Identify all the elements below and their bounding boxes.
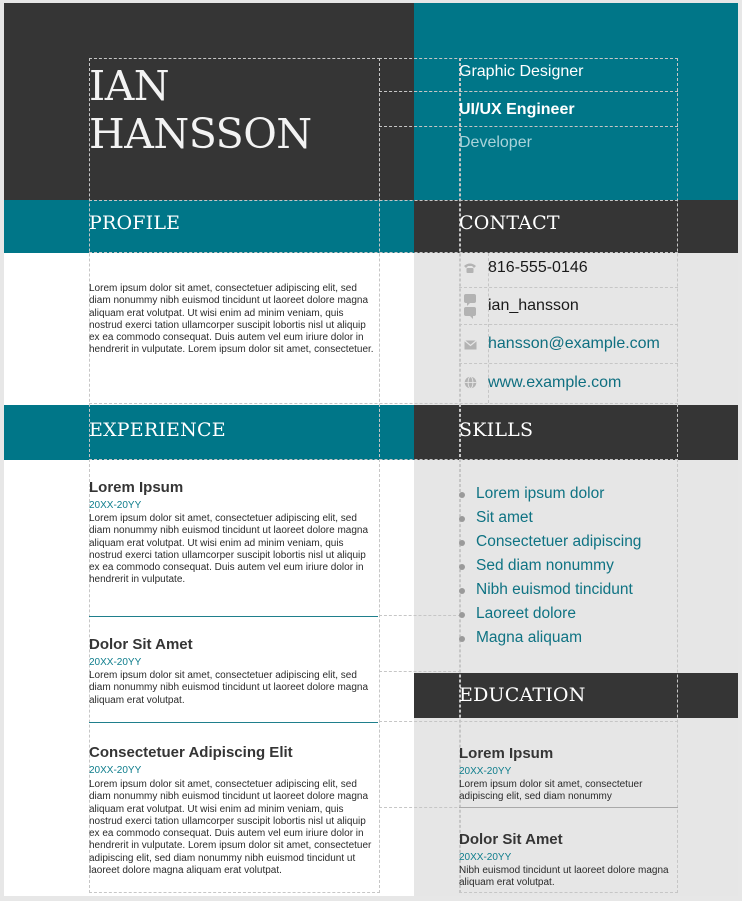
- contact-heading: CONTACT: [459, 212, 560, 234]
- first-name: IAN: [89, 62, 170, 110]
- contact-phone: 816-555-0146: [488, 259, 588, 276]
- last-name: HANSSON: [89, 110, 312, 158]
- skills-list: [459, 482, 679, 650]
- title-developer: Developer: [459, 134, 532, 151]
- mail-icon: [463, 338, 477, 352]
- experience-divider-1: [89, 616, 378, 617]
- education-heading: EDUCATION: [459, 684, 586, 706]
- contact-website[interactable]: www.example.com: [488, 374, 622, 391]
- profile-heading-band: [4, 200, 414, 253]
- skills-heading: SKILLS: [459, 419, 534, 441]
- phone-icon: [463, 261, 477, 275]
- education-divider: [459, 807, 678, 808]
- experience-3-text: Lorem ipsum dolor sit amet, consectetuer adipiscing elit, sed diam nonummy nibh euismod tincidunt ut laoreet dolore magna aliquam erat volutpat. Ut wisi enim ad minim veniam, quis nostrud exerci tation ullamcorper suscipit lobortis nisl ut aliquip ex ea commodo consequat. Duis autem vel eum iriure dolor in hendrerit in vulputate. Lorem ipsum dolor sit amet, consectetuer adipiscing elit, sed diam nonummy nibh euismod tincidunt ut laoreet dolore magna aliquam erat volutpat.: [89, 779, 372, 877]
- experience-heading: EXPERIENCE: [89, 419, 226, 441]
- skill-item: Consectetuer adipiscing: [459, 530, 679, 554]
- skill-item: Laoreet dolore: [459, 602, 679, 626]
- profile-heading: PROFILE: [89, 212, 181, 234]
- education-1-title: Lorem Ipsum: [459, 745, 554, 762]
- skill-item: Magna aliquam: [459, 626, 679, 650]
- header-dark-block: [4, 3, 414, 200]
- chat-icon: [463, 292, 477, 320]
- skill-item: Nibh euismod tincidunt: [459, 578, 679, 602]
- contact-email[interactable]: hansson@example.com: [488, 335, 660, 352]
- experience-divider-2: [89, 722, 378, 723]
- resume-page: [4, 3, 738, 896]
- experience-2-title: Dolor Sit Amet: [89, 636, 193, 653]
- globe-icon: [463, 375, 477, 389]
- skill-item: Sed diam nonummy: [459, 554, 679, 578]
- title-graphic-designer: Graphic Designer: [459, 63, 584, 80]
- experience-3-date: 20XX-20YY: [89, 765, 142, 776]
- education-2-text: Nibh euismod tincidunt ut laoreet dolore magna aliquam erat volutpat.: [459, 865, 669, 889]
- profile-text: Lorem ipsum dolor sit amet, consectetuer adipiscing elit, sed diam nonummy nibh euismod tincidunt ut laoreet dolore magna aliquam erat volutpat. Ut wisi enim ad minim veniam, quis nostrud exerci tation ullamcorper suscipit lobortis nisl ut aliquip ex ea commodo consequat. Duis autem vel eum iriure dolor in hendrerit in vulputate. Lorem ipsum dolor sit amet, consectetuer.: [89, 283, 374, 356]
- experience-3-title: Consectetuer Adipiscing Elit: [89, 744, 293, 761]
- experience-1-title: Lorem Ipsum: [89, 479, 184, 496]
- education-2-date: 20XX-20YY: [459, 852, 512, 863]
- contact-handle: ian_hansson: [488, 297, 579, 314]
- skill-item: Sit amet: [459, 506, 679, 530]
- education-2-title: Dolor Sit Amet: [459, 831, 563, 848]
- education-1-date: 20XX-20YY: [459, 766, 512, 777]
- education-1-text: Lorem ipsum dolor sit amet, consectetuer adipiscing elit, sed diam nonummy: [459, 779, 643, 803]
- experience-1-date: 20XX-20YY: [89, 500, 142, 511]
- experience-2-date: 20XX-20YY: [89, 657, 142, 668]
- experience-1-text: Lorem ipsum dolor sit amet, consectetuer adipiscing elit, sed diam nonummy nibh euismod tincidunt ut laoreet dolore magna aliquam erat volutpat. Ut wisi enim ad minim veniam, quis nostrud exerci tation ullamcorper suscipit lobortis nisl ut aliquip ex ea commodo consequat. Duis autem vel eum iriure dolor in hendrerit in vulputate.: [89, 513, 369, 586]
- skill-item: Lorem ipsum dolor: [459, 482, 679, 506]
- title-uiux-engineer: UI/UX Engineer: [459, 101, 575, 118]
- experience-2-text: Lorem ipsum dolor sit amet, consectetuer adipiscing elit, sed diam nonummy nibh euismod tincidunt ut laoreet dolore magna aliquam erat volutpat.: [89, 670, 369, 706]
